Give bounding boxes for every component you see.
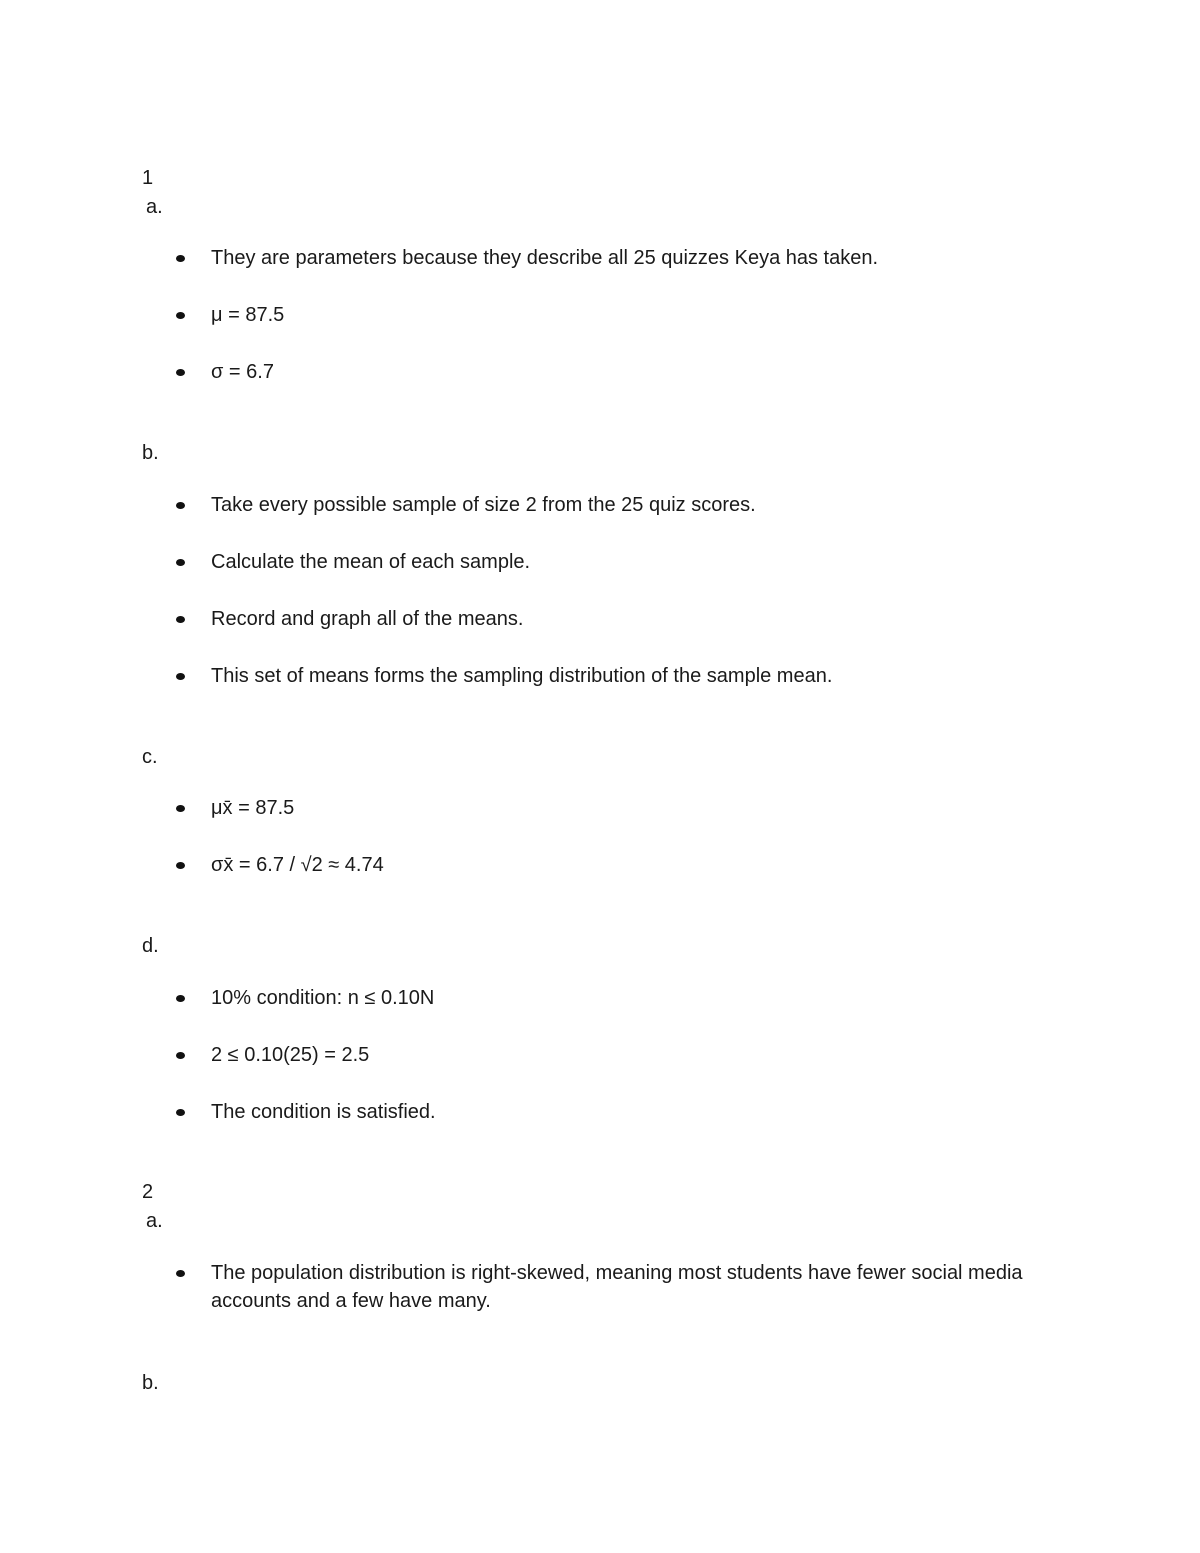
list-item-text: μx̄ = 87.5 [211,797,295,819]
list-item-text: Calculate the mean of each sample. [211,551,531,573]
bullet-icon [176,616,185,623]
list-item-text: 2 ≤ 0.10(25) = 2.5 [211,1044,370,1066]
list-item [176,491,1056,519]
list-item-text: 10% condition: n ≤ 0.10N [211,987,435,1009]
part-label: a. [146,196,163,218]
bullet-icon [176,1052,185,1059]
list-item-text: This set of means forms the sampling distribution of the sample mean. [211,665,833,687]
list-item [176,662,1056,690]
section-number: 1 [142,167,154,189]
list-item-text: The condition is satisfied. [211,1101,436,1123]
section-number: 2 [142,1181,154,1203]
bullet-icon [176,1109,185,1116]
list-item [176,1098,1056,1126]
bullet-icon [176,502,185,509]
list-item [176,794,1056,822]
part-label: b. [142,1372,159,1394]
list-item [176,851,1056,879]
bullet-icon [176,255,185,262]
list-item-text: They are parameters because they describe all 25 quizzes Keya has taken. [211,247,879,269]
list-item [176,301,1056,329]
list-item-text: σ = 6.7 [211,361,274,383]
bullet-icon [176,805,185,812]
bullet-icon [176,862,185,869]
list-item-text: σx̄ = 6.7 / √2 ≈ 4.74 [211,854,384,876]
part-label: d. [142,935,159,957]
bullet-icon [176,673,185,680]
list-item-text: Take every possible sample of size 2 from the 25 quiz scores. [211,494,756,516]
list-item-text: Record and graph all of the means. [211,608,524,630]
part-label: b. [142,442,159,464]
list-item [176,548,1056,576]
part-label: a. [146,1210,163,1232]
list-item [176,1041,1056,1069]
part-label: c. [142,746,158,768]
list-item [176,1259,1056,1315]
bullet-icon [176,559,185,566]
list-item-text: The population distribution is right-skewed, meaning most students have fewer social media accounts and a few have many. [211,1262,1023,1312]
list-item [176,605,1056,633]
bullet-icon [176,995,185,1002]
bullet-icon [176,369,185,376]
bullet-icon [176,1270,185,1277]
list-item [176,244,1056,272]
list-item-text: μ = 87.5 [211,304,285,326]
bullet-icon [176,312,185,319]
list-item [176,358,1056,386]
list-item [176,984,1056,1012]
